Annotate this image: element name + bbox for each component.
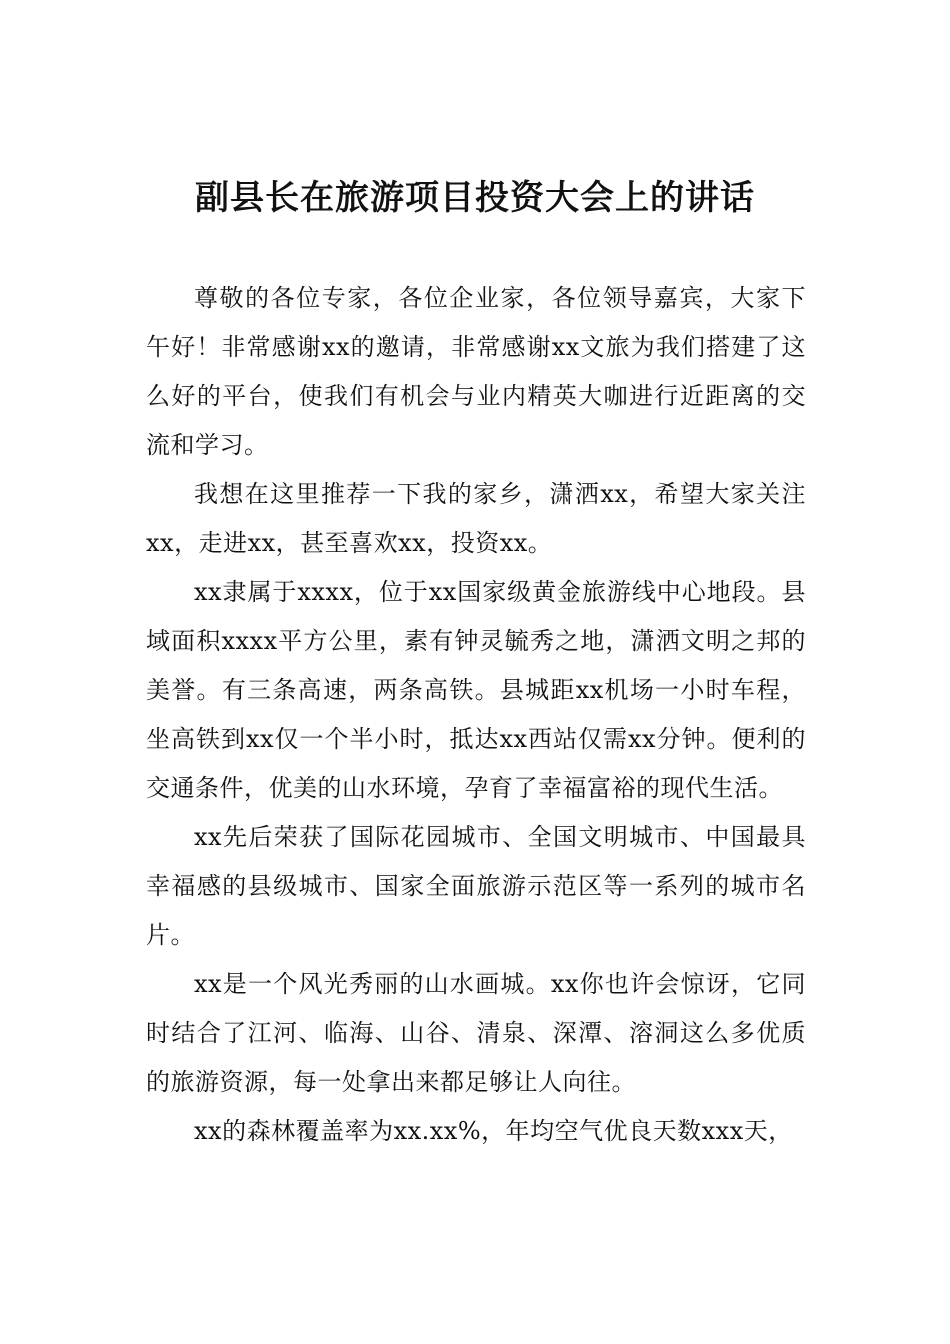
document-body [146, 274, 806, 1156]
paragraph-greeting: 尊敬的各位专家，各位企业家，各位领导嘉宾，大家下午好！非常感谢xx的邀请，非常感谢xx文旅为我们搭建了这么好的平台，使我们有机会与业内精英大咖进行近距离的交流和学习。 [146, 284, 806, 459]
paragraph-scenery: xx是一个风光秀丽的山水画城。xx你也许会惊讶，它同时结合了江河、临海、山谷、清泉、深潭、溶洞这么多优质的旅游资源，每一处拿出来都足够让人向往。 [146, 970, 806, 1096]
paragraph-hometown: 我想在这里推荐一下我的家乡，潇洒xx，希望大家关注xx，走进xx，甚至喜欢xx，投资xx。 [146, 480, 806, 557]
document-title: 副县长在旅游项目投资大会上的讲话 [195, 178, 755, 218]
paragraph-honors: xx先后荣获了国际花园城市、全国文明城市、中国最具幸福感的县级城市、国家全面旅游示范区等一系列的城市名片。 [146, 823, 806, 949]
paragraph-forest: xx的森林覆盖率为xx.xx%，年均空气优良天数xxx天， [194, 1117, 793, 1145]
paragraph-location: xx隶属于xxxx，位于xx国家级黄金旅游线中心地段。县域面积xxxx平方公里，素有钟灵毓秀之地，潇洒文明之邦的美誉。有三条高速，两条高铁。县城距xx机场一小时车程，坐高铁到xx仅一个半小时，抵达xx西站仅需xx分钟。便利的交通条件，优美的山水环境，孕育了幸福富裕的现代生活。 [146, 578, 806, 802]
